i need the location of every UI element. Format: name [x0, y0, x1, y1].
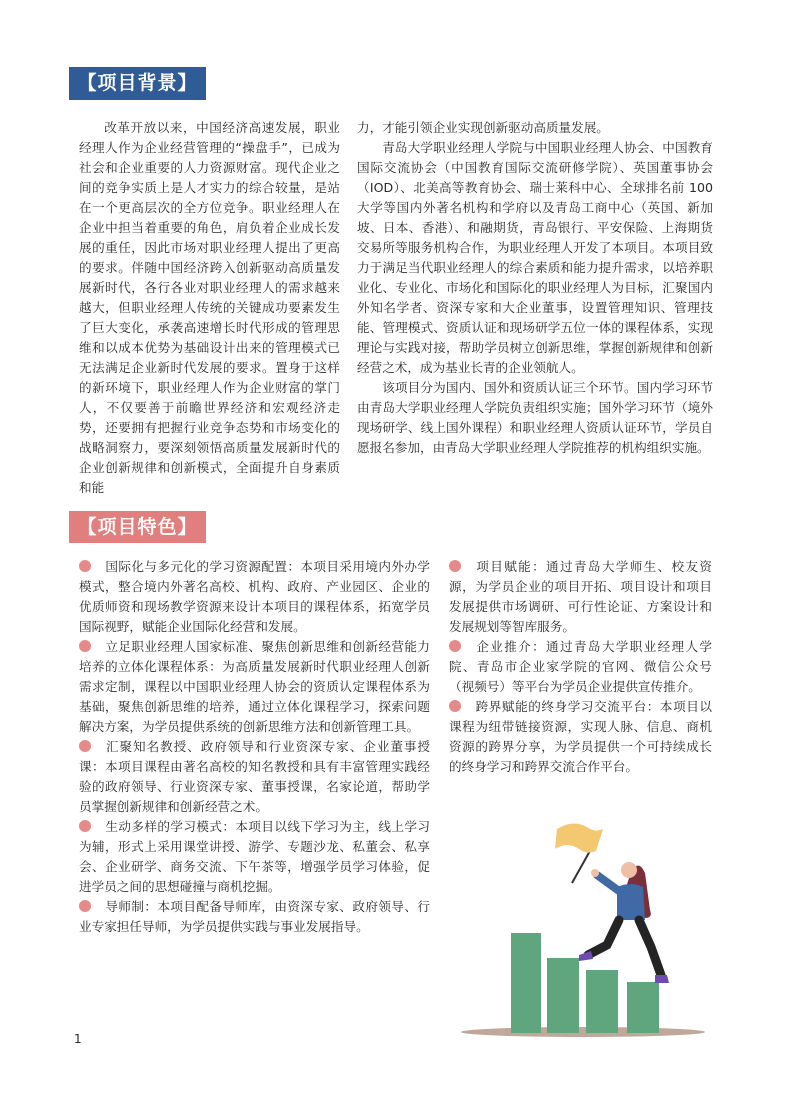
background-paragraph: 青岛大学职业经理人学院与中国职业经理人协会、中国教育国际交流协会（中国教育国际交流研修学院）、英国董事协会（IOD）、北美高等教育协会、瑞士莱科中心、全球排名前 100 大学等国内外著名机构和学府以及青岛工商中心（英国、新加坡、日本、香港）、和融期货，青岛银行、平安保险、上海期货交易所等服务机构合作，为职业经理人开发了本项目。本项目致力于满足当代职业经理人的综合素质和能力提升需求，以培养职业化、专业化、市场化和国际化的职业经理人为目标，汇聚国内外知名学者、资深专家和大企业董事，设置管理知识、管理技能、管理模式、资质认证和现场研学五位一体的课程体系，实现理论与实践对接，帮助学员树立创新思维，掌握创新规律和创新经营之术，成为基业长青的企业领航人。: [357, 140, 713, 375]
bar-step-2: [547, 958, 579, 1033]
bullet-dot-icon: [79, 740, 91, 752]
feature-text: 项目赋能：通过青岛大学师生、校友资源，为学员企业的项目开拓、项目设计和项目发展提供市场调研、可行性论证、方案设计和发展规划等智库服务。: [449, 559, 712, 634]
feature-item: [449, 697, 712, 777]
ground-shadow: [461, 1027, 705, 1037]
feature-item: [449, 557, 712, 637]
page-number: 1: [74, 1032, 82, 1046]
background-left-column: [79, 118, 340, 498]
bullet-dot-icon: [79, 900, 91, 912]
bullet-dot-icon: [79, 560, 91, 572]
bullet-dot-icon: [449, 640, 461, 652]
background-paragraph: 改革开放以来，中国经济高速发展，职业经理人作为企业经营管理的“操盘手”，已成为社会和企业重要的人力资源财富。现代企业之间的竞争实质上是人才实力的综合较量，是站在一个更高层次的全方位竞争。职业经理人在企业中担当着重要的角色，肩负着企业成长发展的重任，因此市场对职业经理人提出了更高的要求。伴随中国经济跨入创新驱动高质量发展新时代，各行各业对职业经理人的需求越来越大，但职业经理人传统的关键成功要素发生了巨大变化，承袭高速增长时代形成的管理思维和以成本优势为基础设计出来的管理模式已无法满足企业新时代发展的要求。置身于这样的新环境下，职业经理人作为企业财富的掌门人，不仅要善于前瞻世界经济和宏观经济走势，还要拥有把握行业竞争态势和市场变化的战略洞察力，要深刻领悟高质量发展新时代的企业创新规律和创新模式，全面提升自身素质和能: [79, 120, 340, 495]
bar-step-3: [586, 970, 618, 1033]
feature-text: 汇聚知名教授、政府领导和行业资深专家、企业董事授课：本项目课程由著名高校的知名教授和具有丰富管理实践经验的政府领导、行业资深专家、董事授课，名家论道，帮助学员掌握创新规律和创新经营之术。: [79, 739, 430, 814]
bar-step-1: [511, 933, 541, 1033]
bullet-dot-icon: [79, 640, 91, 652]
bullet-dot-icon: [449, 700, 461, 712]
bullet-dot-icon: [449, 560, 461, 572]
background-continuation: 力，才能引领企业实现创新驱动高质量发展。: [357, 120, 609, 135]
feature-text: 跨界赋能的终身学习交流平台：本项目以课程为纽带链接资源，实现人脉、信息、商机资源的跨界分享，为学员提供一个可持续成长的终身学习和跨界交流合作平台。: [449, 699, 712, 774]
climbing-leader-illustration: [455, 815, 705, 1045]
feature-item: [79, 637, 430, 737]
feature-item: [449, 637, 712, 697]
features-right-column: [449, 557, 712, 777]
section-heading-features: 【项目特色】: [69, 511, 206, 543]
feature-text: 企业推介：通过青岛大学职业经理人学院、青岛市企业家学院的官网、微信公众号（视频号）等平台为学员企业提供宣传推介。: [449, 639, 712, 694]
feature-text: 国际化与多元化的学习资源配置：本项目采用境内外办学模式，整合境内外著名高校、机构、政府、产业园区、企业的优质师资和现场教学资源来设计本项目的课程体系，拓宽学员国际视野，赋能企业国际化经营和发展。: [79, 559, 430, 634]
feature-item: [79, 737, 430, 817]
feature-item: [79, 897, 430, 937]
section-heading-background: 【项目背景】: [69, 67, 206, 100]
feature-text: 导师制：本项目配备导师库，由资深专家、政府领导、行业专家担任导师，为学员提供实践与事业发展指导。: [79, 899, 430, 934]
feature-item: [79, 817, 430, 897]
feature-text: 立足职业经理人国家标准、聚焦创新思维和创新经营能力培养的立体化课程体系：为高质量发展新时代职业经理人创新需求定制，课程以中国职业经理人协会的资质认定课程体系为基础，聚焦创新思维的培养，通过立体化课程学习，探索问题解决方案，为学员提供系统的创新思维方法和创新管理工具。: [79, 639, 430, 734]
features-left-column: [79, 557, 430, 937]
feature-item: [79, 557, 430, 637]
background-right-column: [357, 118, 713, 458]
background-paragraph: 该项目分为国内、国外和资质认证三个环节。国内学习环节由青岛大学职业经理人学院负责组织实施；国外学习环节（境外现场研学、线上国外课程）和职业经理人资质认证环节，学员自愿报名参加，由青岛大学职业经理人学院推荐的机构组织实施。: [357, 380, 713, 455]
bullet-dot-icon: [79, 820, 91, 832]
feature-text: 生动多样的学习模式：本项目以线下学习为主，线上学习为辅，形式上采用课堂讲授、游学、专题沙龙、私董会、私享会、企业研学、商务交流、下午茶等，增强学员学习体验，促进学员之间的思想碰撞与商机挖掘。: [79, 819, 430, 894]
bar-step-4: [627, 982, 659, 1033]
person-figure: [579, 862, 669, 983]
